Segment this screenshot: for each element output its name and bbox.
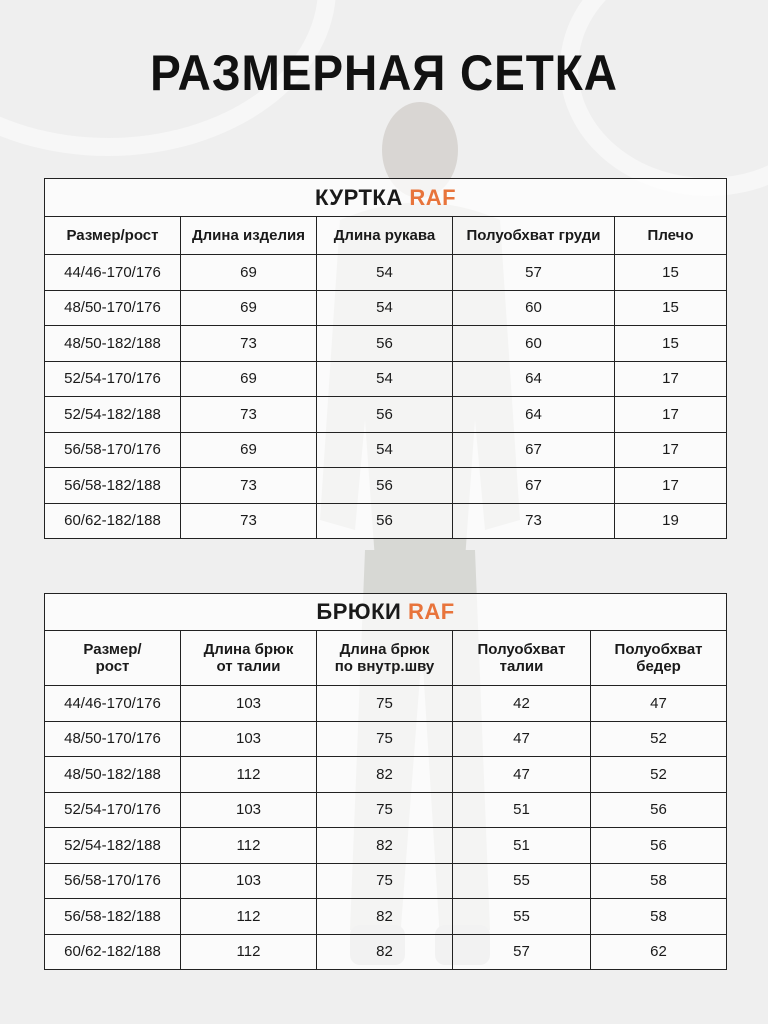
size-cell: 52/54-170/176 <box>45 792 181 828</box>
measurement-cell: 75 <box>317 686 453 722</box>
jacket-table-caption <box>45 179 727 217</box>
measurement-cell: 75 <box>317 721 453 757</box>
measurement-cell: 112 <box>181 757 317 793</box>
size-cell: 44/46-170/176 <box>45 686 181 722</box>
jacket-header-size: Размер/рост <box>45 217 181 255</box>
pants-header-hips: Полуобхват бедер <box>591 631 727 686</box>
table-row <box>45 686 727 722</box>
jacket-header-length: Длина изделия <box>181 217 317 255</box>
measurement-cell: 58 <box>591 863 727 899</box>
page-title: РАЗМЕРНАЯ СЕТКА <box>150 45 618 101</box>
jacket-header-row <box>45 217 727 255</box>
measurement-cell: 67 <box>453 432 615 468</box>
measurement-cell: 56 <box>317 503 453 539</box>
measurement-cell: 75 <box>317 863 453 899</box>
measurement-cell: 82 <box>317 899 453 935</box>
measurement-cell: 103 <box>181 686 317 722</box>
size-cell: 52/54-182/188 <box>45 828 181 864</box>
pants-table-caption <box>45 594 727 631</box>
measurement-cell: 67 <box>453 468 615 504</box>
pants-brand-text: RAF <box>407 599 455 624</box>
measurement-cell: 42 <box>453 686 591 722</box>
measurement-cell: 73 <box>453 503 615 539</box>
size-cell: 56/58-182/188 <box>45 468 181 504</box>
table-row <box>45 397 727 433</box>
measurement-cell: 56 <box>591 792 727 828</box>
table-row <box>45 326 727 362</box>
jacket-brand-text: RAF <box>409 184 457 210</box>
pants-caption-text: БРЮКИ <box>316 599 402 624</box>
table-row <box>45 757 727 793</box>
table-row <box>45 899 727 935</box>
measurement-cell: 73 <box>181 503 317 539</box>
size-cell: 60/62-182/188 <box>45 503 181 539</box>
pants-header-size: Размер/ рост <box>45 631 181 686</box>
pants-header-length-inseam: Длина брюк по внутр.шву <box>317 631 453 686</box>
measurement-cell: 82 <box>317 828 453 864</box>
table-row <box>45 432 727 468</box>
jacket-header-chest: Полуобхват груди <box>453 217 615 255</box>
jacket-size-table <box>44 178 727 539</box>
size-cell: 52/54-182/188 <box>45 397 181 433</box>
measurement-cell: 64 <box>453 397 615 433</box>
measurement-cell: 54 <box>317 255 453 291</box>
measurement-cell: 56 <box>591 828 727 864</box>
measurement-cell: 56 <box>317 397 453 433</box>
measurement-cell: 82 <box>317 934 453 970</box>
size-cell: 52/54-170/176 <box>45 361 181 397</box>
size-cell: 44/46-170/176 <box>45 255 181 291</box>
measurement-cell: 69 <box>181 290 317 326</box>
measurement-cell: 56 <box>317 326 453 362</box>
measurement-cell: 55 <box>453 863 591 899</box>
jacket-header-sleeve: Длина рукава <box>317 217 453 255</box>
measurement-cell: 112 <box>181 899 317 935</box>
measurement-cell: 47 <box>453 721 591 757</box>
measurement-cell: 19 <box>615 503 727 539</box>
table-row <box>45 503 727 539</box>
measurement-cell: 73 <box>181 326 317 362</box>
measurement-cell: 103 <box>181 863 317 899</box>
table-row <box>45 934 727 970</box>
measurement-cell: 17 <box>615 397 727 433</box>
measurement-cell: 17 <box>615 432 727 468</box>
pants-header-waist: Полуобхват талии <box>453 631 591 686</box>
measurement-cell: 52 <box>591 721 727 757</box>
measurement-cell: 60 <box>453 326 615 362</box>
size-cell: 48/50-182/188 <box>45 757 181 793</box>
measurement-cell: 112 <box>181 934 317 970</box>
measurement-cell: 73 <box>181 397 317 433</box>
measurement-cell: 56 <box>317 468 453 504</box>
measurement-cell: 54 <box>317 290 453 326</box>
size-cell: 48/50-170/176 <box>45 721 181 757</box>
measurement-cell: 47 <box>591 686 727 722</box>
measurement-cell: 15 <box>615 290 727 326</box>
measurement-cell: 75 <box>317 792 453 828</box>
table-row <box>45 792 727 828</box>
measurement-cell: 62 <box>591 934 727 970</box>
measurement-cell: 57 <box>453 934 591 970</box>
table-row <box>45 828 727 864</box>
table-row <box>45 721 727 757</box>
measurement-cell: 55 <box>453 899 591 935</box>
size-cell: 60/62-182/188 <box>45 934 181 970</box>
measurement-cell: 103 <box>181 721 317 757</box>
measurement-cell: 54 <box>317 361 453 397</box>
pants-header-row <box>45 631 727 686</box>
table-row <box>45 361 727 397</box>
measurement-cell: 54 <box>317 432 453 468</box>
measurement-cell: 112 <box>181 828 317 864</box>
table-row <box>45 290 727 326</box>
jacket-caption-text: КУРТКА <box>314 184 403 210</box>
measurement-cell: 17 <box>615 468 727 504</box>
measurement-cell: 47 <box>453 757 591 793</box>
size-cell: 48/50-170/176 <box>45 290 181 326</box>
measurement-cell: 73 <box>181 468 317 504</box>
measurement-cell: 60 <box>453 290 615 326</box>
measurement-cell: 17 <box>615 361 727 397</box>
measurement-cell: 103 <box>181 792 317 828</box>
measurement-cell: 69 <box>181 255 317 291</box>
measurement-cell: 58 <box>591 899 727 935</box>
measurement-cell: 82 <box>317 757 453 793</box>
table-row <box>45 468 727 504</box>
measurement-cell: 51 <box>453 828 591 864</box>
table-row <box>45 863 727 899</box>
pants-size-table <box>44 593 727 970</box>
measurement-cell: 69 <box>181 432 317 468</box>
size-cell: 56/58-182/188 <box>45 899 181 935</box>
pants-header-length-waist: Длина брюк от талии <box>181 631 317 686</box>
measurement-cell: 69 <box>181 361 317 397</box>
size-cell: 56/58-170/176 <box>45 432 181 468</box>
measurement-cell: 57 <box>453 255 615 291</box>
measurement-cell: 51 <box>453 792 591 828</box>
measurement-cell: 15 <box>615 326 727 362</box>
measurement-cell: 52 <box>591 757 727 793</box>
size-cell: 56/58-170/176 <box>45 863 181 899</box>
measurement-cell: 64 <box>453 361 615 397</box>
jacket-header-shoulder: Плечо <box>615 217 727 255</box>
size-cell: 48/50-182/188 <box>45 326 181 362</box>
measurement-cell: 15 <box>615 255 727 291</box>
table-row <box>45 255 727 291</box>
